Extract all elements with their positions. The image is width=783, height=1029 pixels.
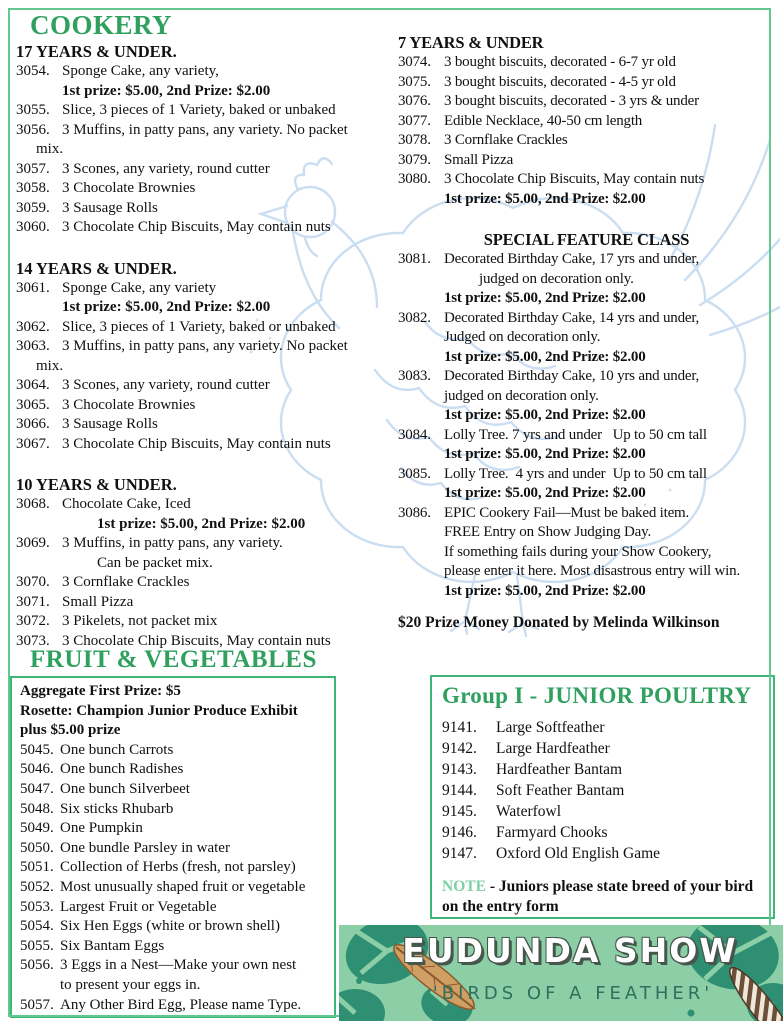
item-text: 3 Scones, any variety, round cutter bbox=[62, 160, 270, 177]
item-text: Small Pizza bbox=[444, 151, 514, 168]
item-number: 5057. bbox=[20, 996, 54, 1013]
item-continuation: FREE Entry on Show Judging Day. bbox=[444, 524, 651, 540]
item-text: Large Softfeather bbox=[496, 719, 605, 736]
item-number: 3077. bbox=[398, 112, 431, 129]
item-text: Sponge Cake, any variety bbox=[62, 279, 217, 296]
catalog-item bbox=[16, 573, 387, 593]
item-text: 3 Sausage Rolls bbox=[62, 199, 158, 216]
item-number: 9142. bbox=[442, 740, 477, 757]
junior-poultry-box bbox=[430, 675, 775, 919]
item-number: 3057. bbox=[16, 160, 50, 177]
item-number: 3061. bbox=[16, 279, 50, 296]
show-banner bbox=[339, 925, 783, 1021]
catalog-item bbox=[20, 800, 330, 820]
catalog-item bbox=[16, 415, 387, 435]
catalog-item bbox=[442, 717, 769, 738]
prize-line: 1st prize: $5.00, 2nd Prize: $2.00 bbox=[444, 407, 646, 423]
item-text: EPIC Cookery Fail—Must be baked item. bbox=[444, 504, 690, 521]
catalog-item bbox=[16, 337, 387, 357]
item-text: Oxford Old English Game bbox=[496, 845, 661, 862]
prize-line: 1st prize: $5.00, 2nd Prize: $2.00 bbox=[444, 190, 646, 207]
item-text: 3 bought biscuits, decorated - 3 yrs & under bbox=[444, 93, 699, 109]
catalog-item bbox=[16, 396, 387, 416]
item-text: Small Pizza bbox=[62, 593, 134, 610]
item-number: 5050. bbox=[20, 839, 54, 856]
item-number: 3070. bbox=[16, 574, 50, 590]
item-text: 3 bought biscuits, decorated - 4-5 yr old bbox=[444, 73, 676, 90]
item-text: Waterfowl bbox=[496, 803, 562, 820]
catalog-item bbox=[16, 495, 387, 515]
item-continuation: judged on decoration only. bbox=[444, 387, 599, 404]
item-number: 5047. bbox=[20, 780, 54, 797]
prize-line: 1st prize: $5.00, 2nd Prize: $2.00 bbox=[62, 82, 271, 99]
item-number: 3078. bbox=[398, 132, 431, 148]
item-text: Any Other Bird Egg, Please name Type. bbox=[60, 996, 302, 1013]
item-number: 3062. bbox=[16, 318, 50, 335]
item-number: 3085. bbox=[398, 465, 431, 482]
catalog-item bbox=[442, 801, 769, 822]
item-number: 9145. bbox=[442, 803, 477, 820]
fruit-veg-list bbox=[20, 741, 330, 1015]
poultry-list bbox=[442, 717, 769, 864]
item-number: 5045. bbox=[20, 741, 54, 758]
item-number: 5055. bbox=[20, 937, 54, 954]
item-number: 9146. bbox=[442, 824, 477, 841]
item-number: 3060. bbox=[16, 219, 50, 235]
catalog-item bbox=[16, 121, 387, 141]
item-text: 3 Cornflake Crackles bbox=[444, 132, 568, 148]
item-text: Lolly Tree. 7 yrs and under Up to 50 cm tall bbox=[444, 426, 707, 443]
item-number: 3083. bbox=[398, 368, 431, 384]
item-number: 3058. bbox=[16, 180, 50, 196]
item-text: Lolly Tree. 4 yrs and under Up to 50 cm tall bbox=[444, 465, 707, 482]
catalog-item bbox=[398, 250, 775, 270]
catalog-item bbox=[20, 956, 330, 976]
item-text: 3 Chocolate Chip Biscuits, May contain nuts bbox=[444, 171, 705, 187]
item-continuation: to present your eggs in. bbox=[60, 976, 201, 993]
section-heading: 10 YEARS & UNDER. bbox=[16, 475, 177, 494]
catalog-item bbox=[398, 170, 775, 190]
item-text: 3 Muffins, in patty pans, any variety. No packet bbox=[62, 121, 348, 138]
item-text: Decorated Birthday Cake, 17 yrs and under, bbox=[444, 251, 700, 267]
item-continuation: mix. bbox=[36, 357, 64, 374]
poultry-section-title: Group I - JUNIOR POULTRY bbox=[442, 683, 752, 708]
item-number: 3065. bbox=[16, 396, 50, 413]
item-text: Collection of Herbs (fresh, not parsley) bbox=[60, 859, 296, 876]
item-text: Soft Feather Bantam bbox=[496, 782, 625, 799]
catalog-item bbox=[16, 318, 387, 338]
section-heading: 17 YEARS & UNDER. bbox=[16, 42, 177, 61]
item-number: 9143. bbox=[442, 761, 477, 778]
item-text: Slice, 3 pieces of 1 Variety, baked or unbaked bbox=[62, 318, 336, 335]
item-text: 3 Scones, any variety, round cutter bbox=[62, 377, 270, 393]
catalog-item bbox=[398, 151, 775, 171]
catalog-item bbox=[16, 160, 387, 180]
item-number: 3056. bbox=[16, 121, 50, 138]
item-number: 3073. bbox=[16, 632, 50, 649]
prize-line: 1st prize: $5.00, 2nd Prize: $2.00 bbox=[62, 299, 271, 315]
prize-line: 1st prize: $5.00, 2nd Prize: $2.00 bbox=[444, 582, 646, 599]
item-text: Hardfeather Bantam bbox=[496, 761, 623, 778]
item-text: Sponge Cake, any variety, bbox=[62, 63, 219, 79]
catalog-item bbox=[442, 822, 769, 843]
banner-title: EUDUNDA SHOW bbox=[402, 931, 738, 970]
catalog-item bbox=[16, 612, 387, 632]
catalog-item bbox=[16, 279, 387, 299]
catalog-item bbox=[398, 73, 775, 93]
item-text: 3 Muffins, in patty pans, any variety. No packet bbox=[62, 338, 348, 354]
item-number: 3067. bbox=[16, 435, 50, 452]
cookery-right-column bbox=[398, 33, 775, 601]
item-text: Largest Fruit or Vegetable bbox=[60, 898, 217, 915]
item-continuation: please enter it here. Most disastrous entry will win. bbox=[444, 563, 740, 579]
catalog-item bbox=[16, 179, 387, 199]
section-heading: SPECIAL FEATURE CLASS bbox=[483, 230, 690, 249]
item-text: 3 Cornflake Crackles bbox=[62, 574, 190, 590]
catalog-item bbox=[16, 199, 387, 219]
item-text: 3 Chocolate Chip Biscuits, May contain nuts bbox=[62, 219, 331, 235]
catalog-item bbox=[20, 996, 330, 1016]
item-continuation: If something fails during your Show Cookery, bbox=[444, 543, 712, 560]
item-text: 3 Sausage Rolls bbox=[62, 416, 158, 432]
item-text: Most unusually shaped fruit or vegetable bbox=[60, 878, 306, 895]
intro-line: plus $5.00 prize bbox=[20, 722, 121, 739]
item-number: 3068. bbox=[16, 496, 50, 512]
item-number: 3071. bbox=[16, 593, 50, 610]
catalog-item bbox=[20, 780, 330, 800]
catalog-item bbox=[442, 780, 769, 801]
intro-line: Aggregate First Prize: $5 bbox=[20, 683, 181, 699]
item-number: 3072. bbox=[16, 613, 50, 629]
catalog-item bbox=[16, 534, 387, 554]
fruit-veg-section-title: FRUIT & VEGETABLES bbox=[30, 646, 317, 673]
item-number: 3066. bbox=[16, 416, 50, 432]
item-text: One Pumpkin bbox=[60, 820, 143, 837]
item-text: One bunch Silverbeet bbox=[60, 780, 190, 797]
catalog-item bbox=[398, 367, 775, 387]
prize-line: 1st prize: $5.00, 2nd Prize: $2.00 bbox=[444, 290, 646, 306]
item-text: Six Hen Eggs (white or brown shell) bbox=[60, 918, 280, 935]
item-number: 5056. bbox=[20, 957, 54, 974]
item-text: Chocolate Cake, Iced bbox=[62, 496, 191, 512]
item-continuation: Can be packet mix. bbox=[97, 554, 213, 571]
item-number: 3082. bbox=[398, 309, 431, 326]
catalog-item bbox=[16, 62, 387, 82]
catalog-item bbox=[20, 878, 330, 898]
item-number: 3055. bbox=[16, 102, 50, 118]
note-label: NOTE bbox=[442, 878, 486, 895]
banner-subtitle: 'BIRDS OF A FEATHER' bbox=[432, 983, 714, 1004]
cookery-section-title: COOKERY bbox=[30, 10, 173, 40]
cookery-left-column bbox=[16, 42, 387, 651]
item-text: Slice, 3 pieces of 1 Variety, baked or unbaked bbox=[62, 102, 336, 118]
item-number: 5051. bbox=[20, 859, 54, 876]
item-number: 5052. bbox=[20, 878, 54, 895]
item-number: 3054. bbox=[16, 63, 50, 79]
catalog-item bbox=[20, 937, 330, 957]
item-number: 9141. bbox=[442, 719, 477, 736]
item-number: 3081. bbox=[398, 251, 431, 267]
catalog-item bbox=[398, 112, 775, 132]
section-heading: 7 YEARS & UNDER bbox=[398, 33, 544, 52]
catalog-item bbox=[398, 504, 775, 524]
poultry-note bbox=[442, 877, 769, 917]
item-number: 9147. bbox=[442, 845, 477, 862]
item-number: 3074. bbox=[398, 54, 431, 70]
item-text: 3 bought biscuits, decorated - 6-7 yr old bbox=[444, 54, 676, 70]
catalog-item bbox=[442, 759, 769, 780]
fruit-veg-box bbox=[10, 676, 336, 1018]
item-number: 3080. bbox=[398, 171, 431, 187]
item-number: 3086. bbox=[398, 504, 431, 521]
item-number: 5049. bbox=[20, 820, 54, 837]
item-text: 3 Chocolate Chip Biscuits, May contain nuts bbox=[62, 632, 331, 649]
prize-line: 1st prize: $5.00, 2nd Prize: $2.00 bbox=[444, 485, 646, 501]
intro-line: Rosette: Champion Junior Produce Exhibit bbox=[20, 702, 298, 719]
note-text: - Juniors please state breed of your bird on the entry form bbox=[442, 878, 754, 915]
item-number: 5046. bbox=[20, 761, 54, 778]
prize-line: 1st prize: $5.00, 2nd Prize: $2.00 bbox=[97, 515, 306, 532]
item-continuation: judged on decoration only. bbox=[479, 270, 634, 287]
catalog-item bbox=[20, 760, 330, 780]
catalog-item bbox=[20, 819, 330, 839]
catalog-item bbox=[20, 917, 330, 937]
item-text: 3 Eggs in a Nest—Make your own nest bbox=[60, 957, 297, 974]
item-text: 3 Chocolate Brownies bbox=[62, 396, 196, 413]
item-number: 3059. bbox=[16, 199, 50, 216]
item-number: 3084. bbox=[398, 426, 431, 443]
item-number: 5053. bbox=[20, 898, 54, 915]
item-text: Farmyard Chooks bbox=[496, 824, 608, 841]
prize-line: 1st prize: $5.00, 2nd Prize: $2.00 bbox=[444, 446, 646, 462]
item-number: 3075. bbox=[398, 73, 431, 90]
catalog-item bbox=[20, 741, 330, 761]
item-text: 3 Chocolate Chip Biscuits, May contain nuts bbox=[62, 435, 331, 452]
item-text: Edible Necklace, 40-50 cm length bbox=[444, 112, 643, 129]
item-number: 9144. bbox=[442, 782, 477, 799]
catalog-item bbox=[398, 53, 775, 73]
item-text: 3 Muffins, in patty pans, any variety. bbox=[62, 535, 283, 551]
catalog-item bbox=[16, 101, 387, 121]
catalog-item bbox=[16, 376, 387, 396]
item-number: 3064. bbox=[16, 377, 50, 393]
catalog-item bbox=[442, 843, 769, 864]
item-text: Large Hardfeather bbox=[496, 740, 610, 757]
catalog-item bbox=[16, 435, 387, 455]
item-text: Decorated Birthday Cake, 14 yrs and under, bbox=[444, 309, 700, 326]
catalog-item bbox=[398, 465, 775, 485]
item-continuation: Judged on decoration only. bbox=[444, 329, 601, 345]
catalog-item bbox=[16, 218, 387, 238]
item-text: One bunch Carrots bbox=[60, 741, 174, 758]
catalog-item bbox=[398, 426, 775, 446]
item-number: 3076. bbox=[398, 93, 431, 109]
item-number: 3063. bbox=[16, 338, 50, 354]
fruit-veg-intro bbox=[20, 682, 330, 741]
item-text: 3 Pikelets, not packet mix bbox=[62, 613, 218, 629]
catalog-item bbox=[20, 839, 330, 859]
item-text: Six sticks Rhubarb bbox=[60, 800, 174, 817]
catalog-item bbox=[20, 898, 330, 918]
catalog-item bbox=[442, 738, 769, 759]
item-text: One bunch Radishes bbox=[60, 761, 184, 778]
item-number: 5048. bbox=[20, 800, 54, 817]
catalog-item bbox=[398, 309, 775, 329]
item-number: 5054. bbox=[20, 918, 54, 935]
item-text: 3 Chocolate Brownies bbox=[62, 180, 196, 196]
item-continuation: mix. bbox=[36, 141, 64, 157]
item-text: One bundle Parsley in water bbox=[60, 839, 230, 856]
catalog-item bbox=[398, 131, 775, 151]
item-number: 3079. bbox=[398, 151, 431, 168]
prize-money-donor-line: $20 Prize Money Donated by Melinda Wilkinson bbox=[398, 614, 720, 631]
section-heading: 14 YEARS & UNDER. bbox=[16, 258, 177, 278]
item-text: Decorated Birthday Cake, 10 yrs and under, bbox=[444, 368, 700, 384]
catalog-item bbox=[16, 593, 387, 613]
catalog-item bbox=[20, 858, 330, 878]
prize-line: 1st prize: $5.00, 2nd Prize: $2.00 bbox=[444, 348, 646, 365]
item-number: 3069. bbox=[16, 535, 50, 551]
catalog-item bbox=[398, 92, 775, 112]
item-text: Six Bantam Eggs bbox=[60, 937, 165, 954]
